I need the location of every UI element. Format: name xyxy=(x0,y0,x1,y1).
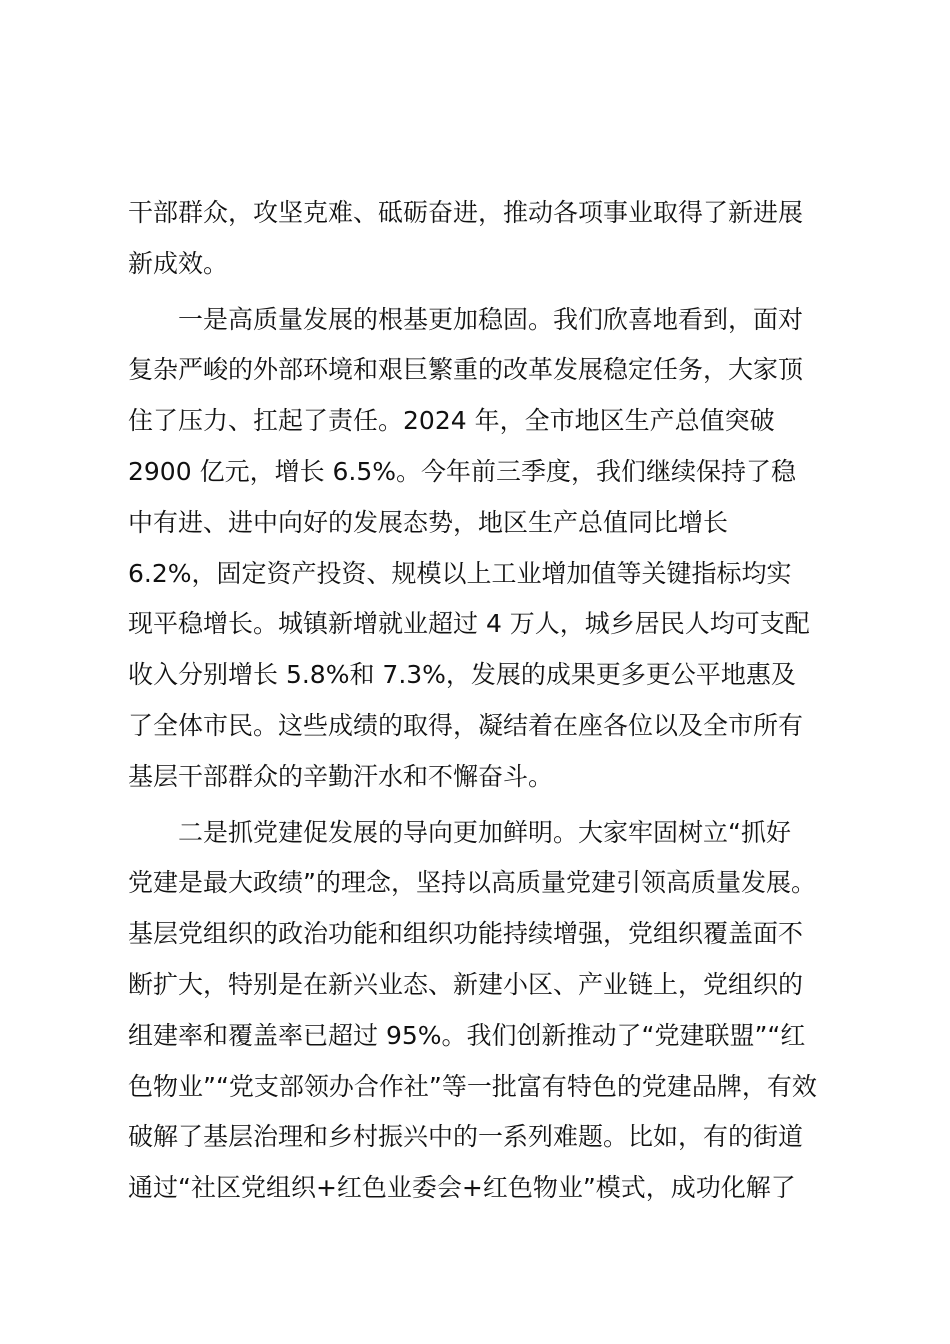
paragraph-high-quality-development xyxy=(128,295,820,803)
paragraph-continuation xyxy=(128,188,820,290)
paragraph-party-building xyxy=(128,808,820,1214)
text-line: 断扩大，特别是在新兴业态、新建小区、产业链上，党组织的 xyxy=(128,969,804,999)
text-line: 新成效。 xyxy=(128,248,229,278)
text-line: 住了压力、扛起了责任。2024 年，全市地区生产总值突破 xyxy=(128,406,775,436)
text-line: 6.2%，固定资产投资、规模以上工业增加值等关键指标均实 xyxy=(128,558,792,588)
text-line: 干部群众，攻坚克难、砥砺奋进，推动各项事业取得了新进展 xyxy=(128,198,804,227)
text-line: 现平稳增长。城镇新增就业超过 4 万人，城乡居民人均可支配 xyxy=(128,609,810,639)
text-line: 复杂严峻的外部环境和艰巨繁重的改革发展稳定任务，大家顶 xyxy=(128,355,804,385)
text-line: 二是抓党建促发展的导向更加鲜明。大家牢固树立“抓好 xyxy=(178,817,791,847)
text-line: 基层干部群众的辛勤汗水和不懈奋斗。 xyxy=(128,761,554,791)
text-line: 收入分别增长 5.8%和 7.3%，发展的成果更多更公平地惠及 xyxy=(128,660,796,690)
text-line: 色物业”“党支部领办合作社”等一批富有特色的党建品牌，有效 xyxy=(128,1071,817,1101)
text-line: 了全体市民。这些成绩的取得，凝结着在座各位以及全市所有 xyxy=(128,710,804,740)
text-line: 通过“社区党组织+红色业委会+红色物业”模式，成功化解了 xyxy=(128,1173,796,1203)
text-line: 2900 亿元，增长 6.5%。今年前三季度，我们继续保持了稳 xyxy=(128,456,797,486)
text-line: 组建率和覆盖率已超过 95%。我们创新推动了“党建联盟”“红 xyxy=(128,1020,806,1050)
text-line: 中有进、进中向好的发展态势，地区生产总值同比增长 xyxy=(128,507,729,537)
body-text xyxy=(128,188,820,1214)
text-line: 一是高质量发展的根基更加稳固。我们欣喜地看到，面对 xyxy=(178,304,804,334)
text-line: 基层党组织的政治功能和组织功能持续增强，党组织覆盖面不 xyxy=(128,919,804,949)
text-line: 党建是最大政绩”的理念，坚持以高质量党建引领高质量发展。 xyxy=(128,868,816,898)
text-line: 破解了基层治理和乡村振兴中的一系列难题。比如，有的街道 xyxy=(128,1122,804,1152)
